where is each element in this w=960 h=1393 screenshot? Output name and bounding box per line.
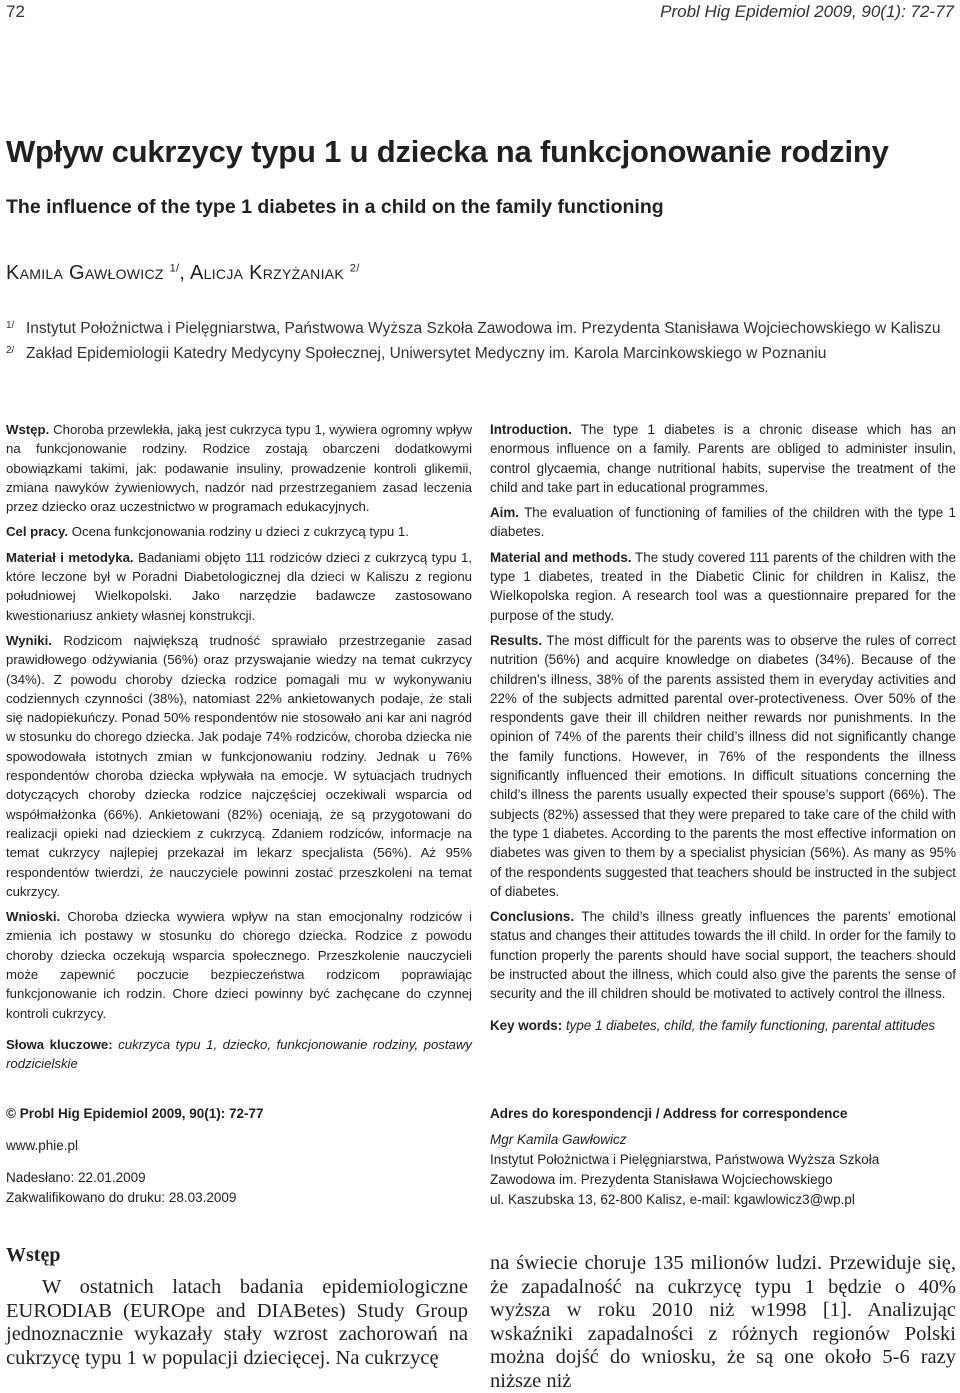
abstract-paragraph <box>490 503 956 542</box>
authors <box>6 262 360 285</box>
author-1: Kamila Gawłowicz <box>6 262 164 284</box>
received-date: Nadesłano: 22.01.2009 <box>6 1170 146 1185</box>
keywords-label: Key words: <box>490 1017 563 1033</box>
abstract-label: Wstęp. <box>6 422 50 437</box>
author-1-affiliation-mark: 1/ <box>169 262 180 275</box>
copyright-line: © Probl Hig Epidemiol 2009, 90(1): 72-77 <box>6 1106 264 1121</box>
body-text-left: W ostatnich latach badania epidemiologiczne EURODIAB (EUROpe and DIABetes) Study Group jednoznacznie wykazały stały wzrost zachorowań na cukrzycę typu 1 w populacji dziecięcej. Na cukrzycę <box>6 1276 468 1369</box>
page-number: 72 <box>6 2 25 21</box>
correspondence-line: ul. Kaszubska 13, 62-800 Kalisz, e-mail: kgawlowicz3@wp.pl <box>490 1192 855 1207</box>
abstract-text: The evaluation of functioning of families of the children with the type 1 diabetes. <box>490 505 956 540</box>
abstract-text: The study covered 111 parents of the children with the type 1 diabetes, treated in the Diabetic Clinic for children in Kalisz, the Wielkopolska region. A research tool was a questionnaire prepared for the purpose of the study. <box>490 549 956 623</box>
abstract-label: Aim. <box>490 505 520 521</box>
abstract-label: Results. <box>490 632 543 648</box>
abstract-text: Ocena funkcjonowania rodziny u dzieci z cukrzycą typu 1. <box>68 524 409 540</box>
abstract-paragraph <box>490 907 956 1003</box>
abstract-text: The most difficult for the parents was to observe the rules of correct nutrition (56%) and acquire knowledge on diabetes (34%). Because of the children’s illness, 38% of the parents assisted them in everyday activities and 22% of the subjects admitted parental over-protectiveness. Over 50% of the respondents gave their ill children neither rewards nor punishments. In the opinion of 74% of the parents their child’s illness did not significantly change the family functions. However, in 76% of the respondents the illness significantly influenced their emotions. In difficult situations concerning the child’s illness the parents usually expected their spouse’s support (66%). The subjects (82%) assessed that they were prepared to take care of the child with the type 1 diabetes. According to the parents the most effective information on diabetes was given to them by a specialist physician (56%). As many as 95% of the respondents suggested that teachers should be instructed in the subject of diabetes. <box>490 632 956 899</box>
abstract-label: Materiał i metodyka. <box>6 549 134 565</box>
abstract-label: Wyniki. <box>6 632 52 648</box>
abstract-text: Rodzicom największą trudność sprawiało przestrzeganie zasad prawidłowego odżywiania (56%) oraz przyswajanie wiedzy na temat cukrzycy (34%). Z powodu choroby dziecka rodzice pomagali mu w wykonywaniu codziennych czynności (38%), natomiast 22% ankietowanych podaje, że stali się nadopiekuńczy. Ponad 50% respondentów nie stosowało ani kar ani nagród w stosunku do chorego dziecka. Jak podaje 74% rodziców, choroba dziecka nie spowodowała istotnych zmian w funkcjonowaniu rodziny. Jednak u 76% respondentów choroba dziecka wpływała na emocje. W sytuacjach trudnych dotyczących choroby dziecka rodzice najczęściej oczekiwali wsparcia od współmałżonka (66%). Ankietowani (82%) oceniają, że są przygotowani do realizacji opieki nad dzieckiem z cukrzycą. Zdaniem rodziców, informacje na temat cukrzycy najlepiej przekazał im lekarz specjalista (56%). Aż 95% respondentów twierdzi, że nauczyciele powinni zostać przeszkoleni na temat cukrzycy. <box>6 632 472 899</box>
keywords-polish <box>6 1035 472 1074</box>
article-title: Wpływ cukrzycy typu 1 u dziecka na funkcjonowanie rodziny <box>6 134 889 169</box>
abstract-label: Conclusions. <box>490 909 575 925</box>
abstract-text: Badaniami objęto 111 rodziców dzieci z cukrzycą typu 1, które leczone był w Poradni Diabetologicznej dla dzieci w Kaliszu z regionu południowej Wielkopolski. Jako narzędzie badawcze zastosowano kwestionariusz ankiety własnej konstrukcji. <box>6 549 473 623</box>
affiliation-text: Zakład Epidemiologii Katedry Medycyny Społecznej, Uniwersytet Medyczny im. Karola Marcinkowskiego w Poznaniu <box>26 345 827 362</box>
journal-citation: Probl Hig Epidemiol 2009, 90(1): 72-77 <box>660 2 954 21</box>
affiliation-mark: 2/ <box>6 345 15 356</box>
abstract-text: Choroba przewlekła, jaką jest cukrzyca typu 1, wywiera ogromny wpływ na funkcjonowanie rodziny. Rodzice zostają obarczeni dodatkowymi obowiązkami takimi, jak: podawanie insuliny, prowadzenie kontroli glikemii, zmiana nawyków żywieniowych, nadzór nad przestrzeganiem zasad leczenia przez dziecko oraz uczestnictwo w programach edukacyjnych. <box>6 422 472 515</box>
correspondence-name: Mgr Kamila Gawłowicz <box>490 1132 627 1147</box>
abstract-label: Introduction. <box>490 422 572 437</box>
abstract-paragraph <box>490 548 956 625</box>
abstract-text: The child’s illness greatly influences the parents’ emotional status and changes their attitudes towards the ill child. In order for the family to function properly the parents should have social support, the teachers should be instructed about the illness, which could also give the parents the sense of security and the ill children should be motivated to actively control the illness. <box>490 909 956 1002</box>
affiliation-text: Instytut Położnictwa i Pielęgniarstwa, Państwowa Wyższa Szkoła Zawodowa im. Prezydenta Stanisława Wojciechowskiego w Kaliszu <box>26 320 941 337</box>
affiliation-2 <box>6 345 826 363</box>
author-2-affiliation-mark: 2/ <box>349 262 360 275</box>
abstract-text: The type 1 diabetes is a chronic disease which has an enormous influence on a family. Parents are obliged to administer insulin, control glycaemia, change nutritional habits, supervise the treatment of the child and take part in educational programmes. <box>490 422 956 495</box>
abstract-label: Material and methods. <box>490 549 632 565</box>
body-text-right: na świecie choruje 135 milionów ludzi. Przewiduje się, że zapadalność na cukrzycę typu 1 będzie o 40% wyższa w roku 2010 niż w1998 [1]. Analizując wskaźniki zapadalności z różnych regionów Polski można dojść do wniosku, że są one około 5-6 razy niższe niż <box>490 1252 956 1392</box>
abstract-paragraph <box>6 420 472 516</box>
affiliation-mark: 1/ <box>6 320 15 331</box>
abstract-paragraph <box>6 522 472 541</box>
abstract-paragraph <box>6 907 472 1023</box>
section-heading: Wstęp <box>6 1244 61 1266</box>
abstract-paragraph <box>490 420 956 497</box>
abstract-paragraph <box>490 631 956 901</box>
article-subtitle: The influence of the type 1 diabetes in a child on the family functioning <box>6 196 664 218</box>
abstract-polish <box>6 420 472 1080</box>
abstract-paragraph <box>6 548 472 625</box>
correspondence-line: Zawodowa im. Prezydenta Stanisława Wojciechowskiego <box>490 1172 833 1187</box>
author-separator: , <box>179 262 191 284</box>
correspondence-address <box>490 1104 956 1210</box>
abstract-label: Cel pracy. <box>6 524 69 540</box>
abstract-label: Wnioski. <box>6 909 61 925</box>
accepted-date: Zakwalifikowano do druku: 28.03.2009 <box>6 1190 237 1205</box>
keywords-english <box>490 1016 956 1035</box>
website-link[interactable]: www.phie.pl <box>6 1138 79 1153</box>
affiliation-1 <box>6 320 940 338</box>
keywords-label: Słowa kluczowe: <box>6 1036 113 1052</box>
abstract-english <box>490 420 956 1041</box>
abstract-text: Choroba dziecka wywiera wpływ na stan emocjonalny rodziców i zmienia ich postawy w stosunku do chorego dziecka. Rodzice z powodu choroby dziecka oczekują wsparcia społecznego. Przeszkolenie nauczycieli może zapewnić poczucie bezpieczeństwa rodzicom poprawiając funkcjonowanie ich rodzin. Chore dzieci powinny być zachęcane do czynnej kontroli cukrzycy. <box>6 909 472 1021</box>
keywords-text: type 1 diabetes, child, the family functioning, parental attitudes <box>562 1017 936 1033</box>
author-2: Alicja Krzyżaniak <box>190 262 345 284</box>
correspondence-heading: Adres do korespondencji / Address for correspondence <box>490 1106 848 1121</box>
abstract-paragraph <box>6 631 472 901</box>
correspondence-line: Instytut Położnictwa i Pielęgniarstwa, Państwowa Wyższa Szkoła <box>490 1152 880 1167</box>
publication-info <box>6 1104 466 1208</box>
keywords-text: cukrzyca typu 1, dziecko, funkcjonowanie rodziny, postawy rodzicielskie <box>6 1036 472 1072</box>
